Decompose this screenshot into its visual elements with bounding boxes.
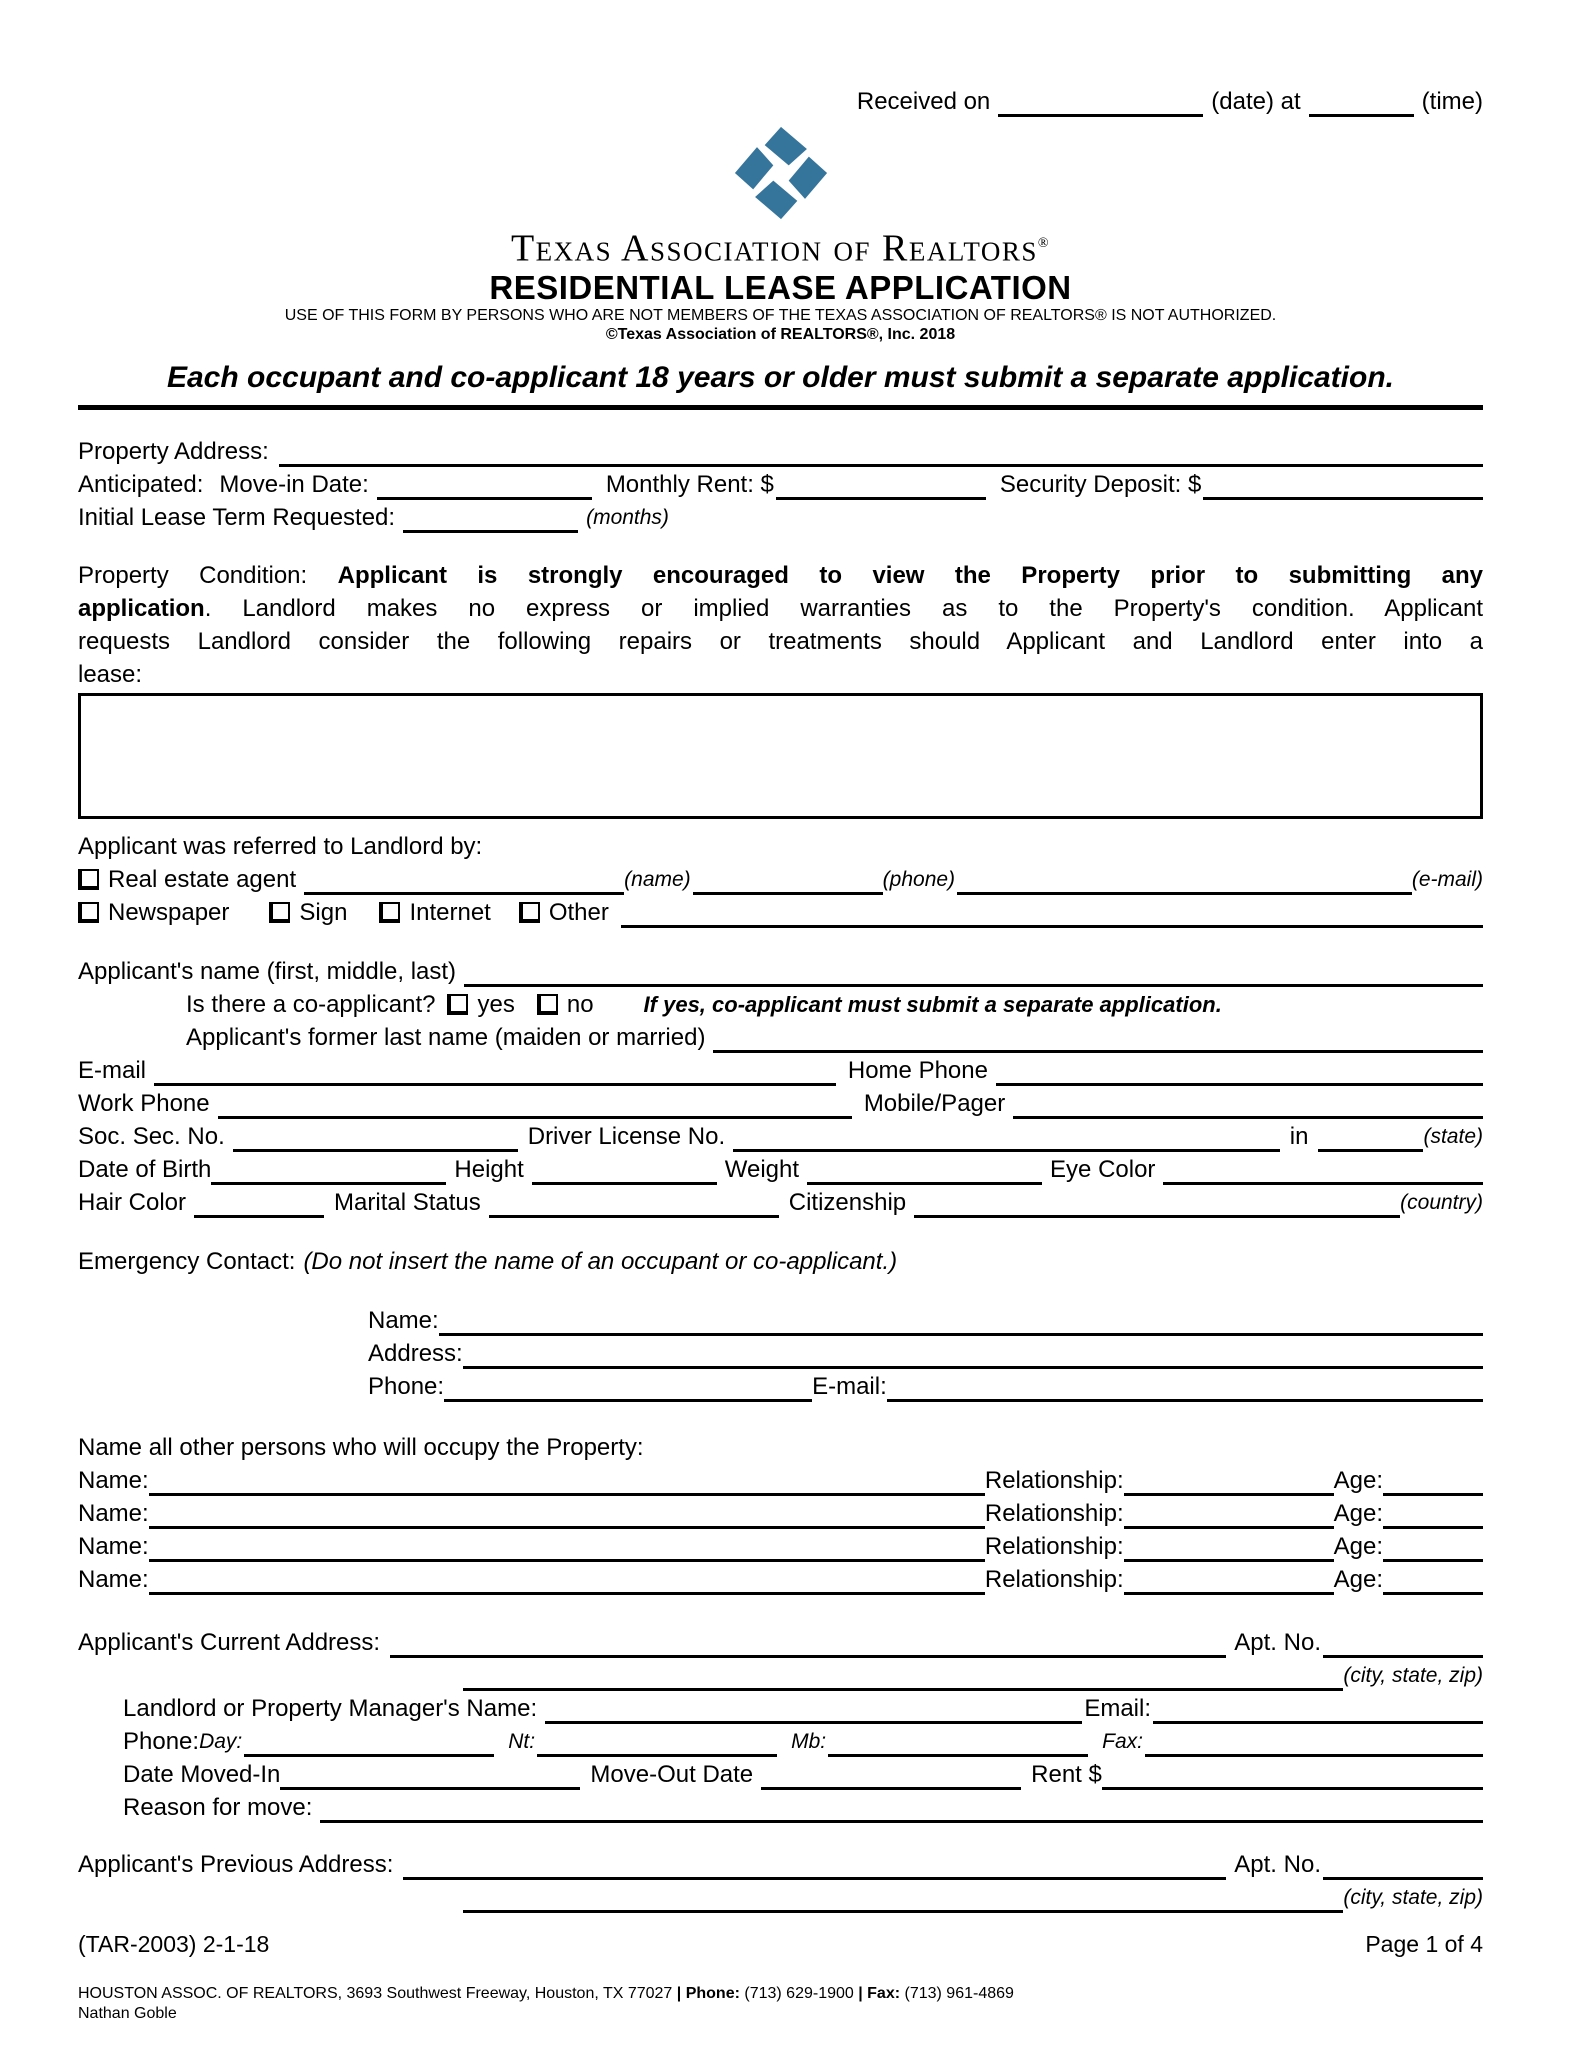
occupant-relationship-blank[interactable]: [1124, 1535, 1334, 1562]
landlord-email-label: Email:: [1084, 1694, 1151, 1722]
emergency-email-blank[interactable]: [887, 1375, 1483, 1402]
coapplicant-yes-label: yes: [477, 990, 515, 1018]
previous-apt-label: Apt. No.: [1234, 1850, 1321, 1878]
agent-footer-name: Nathan Goble: [78, 2004, 177, 2022]
occupant-age-blank[interactable]: [1383, 1469, 1483, 1496]
condition-bold-1: Applicant is strongly encouraged to view the Property prior to submitting any: [337, 561, 1484, 589]
reason-label: Reason for move:: [123, 1793, 313, 1821]
occupant-age-label: Age:: [1333, 1466, 1383, 1494]
condition-bold-2: application: [78, 594, 205, 622]
hair-color-blank[interactable]: [194, 1191, 324, 1218]
other-label: Other: [548, 898, 609, 926]
phone-nt-blank[interactable]: [537, 1730, 777, 1757]
sign-label: Sign: [299, 898, 348, 926]
coapplicant-yes-checkbox[interactable]: [447, 994, 468, 1015]
work-phone-row: [78, 1086, 1483, 1119]
sign-checkbox[interactable]: [269, 902, 290, 923]
former-name-label: Applicant's former last name (maiden or married): [186, 1023, 706, 1051]
occupant-row: [78, 1562, 1483, 1595]
landlord-email-blank[interactable]: [1153, 1697, 1483, 1724]
footer-row: [78, 1931, 1483, 1958]
phone-nt-label: Nt:: [508, 1729, 536, 1753]
emergency-phone-blank[interactable]: [444, 1375, 812, 1402]
coapplicant-question: Is there a co-applicant?: [186, 990, 436, 1018]
reason-row: [78, 1790, 1483, 1823]
office-address-text: HOUSTON ASSOC. OF REALTORS, 3693 Southwest Freeway, Houston, TX 77027: [78, 1984, 677, 2002]
occupant-row: [78, 1463, 1483, 1496]
emergency-heading-row: [78, 1244, 1483, 1277]
weight-label: Weight: [724, 1155, 800, 1183]
referral-heading: Applicant was referred to Landlord by:: [78, 832, 483, 860]
anticipated-row: [78, 467, 1483, 500]
newspaper-checkbox[interactable]: [78, 902, 99, 923]
dob-row: [78, 1152, 1483, 1185]
in-label: in: [1289, 1122, 1309, 1150]
office-fax-label: | Fax:: [858, 1984, 905, 2002]
agent-name-blank[interactable]: [304, 868, 624, 895]
previous-csz-row: [78, 1880, 1483, 1913]
occupant-relationship-label: Relationship:: [984, 1565, 1124, 1593]
newspaper-label: Newspaper: [108, 898, 230, 926]
referral-agent-row: [78, 862, 1483, 895]
other-checkbox[interactable]: [519, 902, 540, 923]
email-label: E-mail: [78, 1056, 147, 1084]
work-phone-blank[interactable]: [218, 1092, 852, 1119]
occupant-age-blank[interactable]: [1383, 1535, 1483, 1562]
agent-name-hint: (name): [624, 867, 691, 891]
citizenship-label: Citizenship: [788, 1188, 907, 1216]
agent-email-hint: (e-mail): [1411, 867, 1483, 891]
landlord-phone-label: Phone:: [123, 1727, 200, 1755]
other-blank[interactable]: [621, 901, 1483, 928]
emergency-note: (Do not insert the name of an occupant or co-applicant.): [303, 1247, 898, 1275]
logo-wrap: [78, 125, 1483, 221]
received-time-hint: (time): [1421, 88, 1483, 115]
agent-phone-hint: (phone): [882, 867, 956, 891]
separate-application-notice: Each occupant and co-applicant 18 years or older must submit a separate application.: [166, 360, 1394, 394]
phone-fax-label: Fax:: [1102, 1729, 1143, 1753]
page-number: Page 1 of 4: [1365, 1930, 1483, 1957]
hair-color-label: Hair Color: [78, 1188, 187, 1216]
date-moved-in-blank[interactable]: [280, 1763, 580, 1790]
rent-label: Rent $: [1031, 1760, 1102, 1788]
occupant-age-label: Age:: [1333, 1565, 1383, 1593]
occupant-relationship-label: Relationship:: [984, 1532, 1124, 1560]
agent-email-blank[interactable]: [957, 868, 1412, 895]
marital-status-blank[interactable]: [489, 1191, 779, 1218]
office-phone-label: | Phone:: [676, 1984, 745, 2002]
real-estate-agent-checkbox[interactable]: [78, 869, 99, 890]
occupant-row: [78, 1529, 1483, 1562]
previous-address-row: [78, 1847, 1483, 1880]
received-date-blank[interactable]: [998, 90, 1203, 117]
occupant-name-blank[interactable]: [149, 1568, 985, 1595]
emergency-address-blank[interactable]: [463, 1342, 1483, 1369]
citizenship-blank[interactable]: [914, 1191, 1400, 1218]
applicant-name-row: [78, 954, 1483, 987]
divider-rule: [78, 405, 1483, 410]
former-name-row: [78, 1020, 1483, 1053]
current-address-blank[interactable]: [390, 1631, 1226, 1658]
lease-term-label: Initial Lease Term Requested:: [78, 503, 396, 531]
anticipated-label: Anticipated:: [78, 470, 204, 498]
org-title-text: Texas Association of Realtors: [510, 227, 1038, 270]
occupant-name-blank[interactable]: [149, 1535, 985, 1562]
height-label: Height: [454, 1155, 524, 1183]
occupant-name-blank[interactable]: [149, 1502, 985, 1529]
dob-label: Date of Birth: [78, 1155, 212, 1183]
move-in-date-label: Move-in Date:: [219, 470, 369, 498]
agent-phone-blank[interactable]: [693, 868, 883, 895]
email-row: [78, 1053, 1483, 1086]
tar-logo: [733, 125, 829, 221]
move-in-date-blank[interactable]: [377, 473, 592, 500]
weight-blank[interactable]: [807, 1158, 1042, 1185]
usage-notice: USE OF THIS FORM BY PERSONS WHO ARE NOT MEMBERS OF THE TEXAS ASSOCIATION OF REALTORS® IS NOT AUTHORIZED.: [284, 306, 1277, 324]
internet-label: Internet: [409, 898, 491, 926]
repairs-textarea[interactable]: [78, 693, 1483, 819]
rent-blank[interactable]: [1102, 1763, 1483, 1790]
emergency-phone-row: [78, 1369, 1483, 1402]
condition-lead: Property Condition:: [78, 561, 338, 589]
lease-term-row: [78, 500, 1483, 533]
received-date-hint: (date) at: [1211, 88, 1301, 115]
occupant-row: [78, 1496, 1483, 1529]
occupant-age-blank[interactable]: [1383, 1502, 1483, 1529]
occupant-relationship-blank[interactable]: [1124, 1568, 1334, 1595]
referral-sources-row: [78, 895, 1483, 928]
ssn-row: [78, 1119, 1483, 1152]
previous-address-label: Applicant's Previous Address:: [78, 1850, 394, 1878]
monthly-rent-label: Monthly Rent: $: [605, 470, 774, 498]
occupant-relationship-blank[interactable]: [1124, 1469, 1334, 1496]
coapplicant-no-label: no: [566, 990, 594, 1018]
property-address-row: [78, 434, 1483, 467]
height-blank[interactable]: [532, 1158, 717, 1185]
condition-line-2: [78, 592, 1483, 625]
occupant-name-blank[interactable]: [149, 1469, 985, 1496]
phone-day-label: Day:: [199, 1729, 243, 1753]
occupant-age-label: Age:: [1333, 1532, 1383, 1560]
current-csz-hint: (city, state, zip): [1343, 1663, 1483, 1687]
moved-dates-row: [78, 1757, 1483, 1790]
occupant-name-label: Name:: [78, 1565, 149, 1593]
applicant-name-label: Applicant's name (first, middle, last): [78, 957, 457, 985]
occupant-relationship-blank[interactable]: [1124, 1502, 1334, 1529]
emergency-email-label: E-mail:: [812, 1372, 887, 1400]
landlord-phone-row: [78, 1724, 1483, 1757]
emergency-heading: Emergency Contact:: [78, 1247, 296, 1275]
state-hint: (state): [1423, 1124, 1483, 1148]
current-apt-label: Apt. No.: [1234, 1628, 1321, 1656]
landlord-name-label: Landlord or Property Manager's Name:: [123, 1694, 538, 1722]
ssn-blank[interactable]: [233, 1125, 518, 1152]
lease-term-blank[interactable]: [403, 506, 578, 533]
monthly-rent-blank[interactable]: [776, 473, 986, 500]
property-address-label: Property Address:: [78, 437, 269, 465]
emergency-address-row: [78, 1336, 1483, 1369]
office-fax-value: (713) 961-4869: [904, 1984, 1014, 2002]
occupant-age-blank[interactable]: [1383, 1568, 1483, 1595]
received-time-blank[interactable]: [1309, 90, 1414, 117]
reason-blank[interactable]: [320, 1796, 1483, 1823]
email-blank[interactable]: [154, 1059, 836, 1086]
move-out-date-blank[interactable]: [761, 1763, 1021, 1790]
phone-fax-blank[interactable]: [1145, 1730, 1483, 1757]
driver-license-label: Driver License No.: [527, 1122, 726, 1150]
coapplicant-note: If yes, co-applicant must submit a separate application.: [643, 991, 1222, 1017]
emergency-name-label: Name:: [368, 1306, 439, 1334]
ssn-label: Soc. Sec. No.: [78, 1122, 225, 1150]
condition-line-1: [78, 559, 1483, 592]
internet-checkbox[interactable]: [379, 902, 400, 923]
emergency-phone-label: Phone:: [368, 1372, 445, 1400]
security-deposit-blank[interactable]: [1203, 473, 1483, 500]
phone-mb-blank[interactable]: [828, 1730, 1088, 1757]
property-address-blank[interactable]: [279, 440, 1483, 467]
country-hint: (country): [1400, 1190, 1483, 1214]
previous-csz-blank[interactable]: [463, 1886, 1343, 1913]
occupant-name-label: Name:: [78, 1466, 149, 1494]
driver-license-blank[interactable]: [733, 1125, 1280, 1152]
dl-state-blank[interactable]: [1318, 1125, 1423, 1152]
current-address-label: Applicant's Current Address:: [78, 1628, 381, 1656]
work-phone-label: Work Phone: [78, 1089, 210, 1117]
security-deposit-label: Security Deposit: $: [999, 470, 1202, 498]
applicant-name-blank[interactable]: [464, 960, 1483, 987]
office-phone-value: (713) 629-1900: [744, 1984, 859, 2002]
occupants-heading-row: [78, 1430, 1483, 1463]
current-address-row: [78, 1625, 1483, 1658]
move-out-date-label: Move-Out Date: [590, 1760, 754, 1788]
marital-status-label: Marital Status: [334, 1188, 481, 1216]
copyright-line: ©Texas Association of REALTORS®, Inc. 2018: [605, 325, 956, 343]
received-line: [78, 84, 1483, 117]
occupant-name-label: Name:: [78, 1532, 149, 1560]
phone-mb-label: Mb:: [791, 1729, 827, 1753]
previous-address-blank[interactable]: [403, 1853, 1226, 1880]
phone-day-blank[interactable]: [244, 1730, 494, 1757]
home-phone-blank[interactable]: [996, 1059, 1483, 1086]
org-title-reg: ®: [1037, 236, 1051, 251]
current-apt-blank[interactable]: [1323, 1631, 1483, 1658]
org-title: [78, 223, 1483, 270]
office-info: [78, 1984, 1483, 2004]
occupant-relationship-label: Relationship:: [984, 1499, 1124, 1527]
coapplicant-no-checkbox[interactable]: [537, 994, 558, 1015]
referral-heading-row: [78, 829, 1483, 862]
landlord-name-blank[interactable]: [545, 1697, 1082, 1724]
former-last-name-blank[interactable]: [713, 1026, 1483, 1053]
months-hint: (months): [586, 505, 669, 529]
property-condition-paragraph: [78, 559, 1483, 691]
date-moved-in-label: Date Moved-In: [123, 1760, 281, 1788]
coapplicant-row: [78, 987, 1483, 1020]
emergency-name-row: [78, 1303, 1483, 1336]
mobile-pager-blank[interactable]: [1013, 1092, 1483, 1119]
condition-rest-2: . Landlord makes no express or implied warranties as to the Property's condition. Applicant: [204, 594, 1483, 622]
current-csz-row: [78, 1658, 1483, 1691]
condition-line-3: requests Landlord consider the following repairs or treatments should Applicant and Landlord enter into a: [78, 627, 1483, 655]
occupants-heading: Name all other persons who will occupy the Property:: [78, 1433, 644, 1461]
condition-line-4: lease:: [78, 660, 143, 688]
occupant-name-label: Name:: [78, 1499, 149, 1527]
previous-csz-hint: (city, state, zip): [1343, 1885, 1483, 1909]
occupant-age-label: Age:: [1333, 1499, 1383, 1527]
hair-row: [78, 1185, 1483, 1218]
form-title: RESIDENTIAL LEASE APPLICATION: [489, 268, 1072, 306]
emergency-name-blank[interactable]: [439, 1309, 1483, 1336]
occupant-relationship-label: Relationship:: [984, 1466, 1124, 1494]
eye-color-blank[interactable]: [1163, 1158, 1483, 1185]
mobile-pager-label: Mobile/Pager: [863, 1089, 1006, 1117]
received-label: Received on: [856, 88, 991, 115]
current-csz-blank[interactable]: [463, 1664, 1343, 1691]
emergency-address-label: Address:: [368, 1339, 463, 1367]
form-code: (TAR-2003) 2-1-18: [78, 1930, 270, 1957]
home-phone-label: Home Phone: [847, 1056, 988, 1084]
real-estate-agent-label: Real estate agent: [108, 865, 297, 893]
dob-blank[interactable]: [211, 1158, 446, 1185]
previous-apt-blank[interactable]: [1323, 1853, 1483, 1880]
landlord-row: [78, 1691, 1483, 1724]
eye-color-label: Eye Color: [1050, 1155, 1156, 1183]
